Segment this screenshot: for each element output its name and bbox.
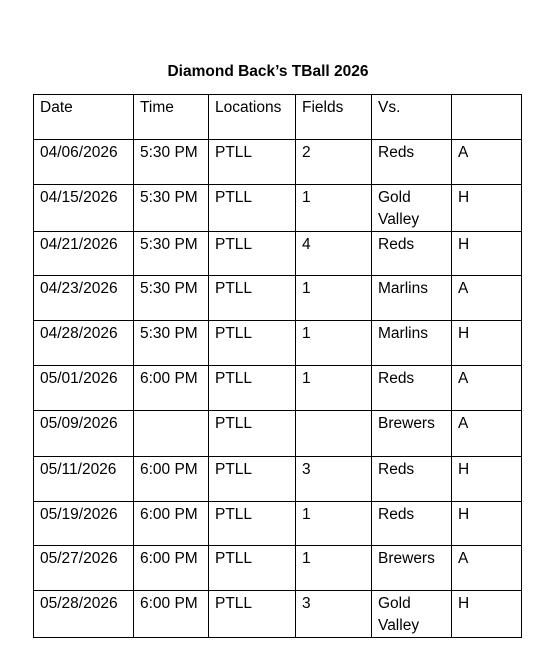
cell-opponent: Marlins [372, 321, 452, 366]
cell-time: 5:30 PM [134, 231, 209, 276]
cell-opponent: Reds [372, 231, 452, 276]
table-row [34, 410, 522, 456]
cell-opponent: Reds [372, 365, 452, 410]
cell-home-away: H [452, 591, 522, 638]
cell-date: 04/21/2026 [34, 231, 134, 276]
table-row [34, 591, 522, 638]
cell-date: 05/11/2026 [34, 456, 134, 501]
cell-location: PTLL [209, 184, 296, 231]
cell-location: PTLL [209, 139, 296, 184]
cell-time: 5:30 PM [134, 321, 209, 366]
cell-field: 1 [296, 546, 372, 591]
cell-time: 6:00 PM [134, 591, 209, 638]
cell-location: PTLL [209, 365, 296, 410]
cell-home-away: A [452, 546, 522, 591]
cell-opponent: Gold Valley [372, 591, 452, 638]
cell-home-away: A [452, 139, 522, 184]
cell-time: 5:30 PM [134, 184, 209, 231]
cell-date: 05/28/2026 [34, 591, 134, 638]
cell-home-away: A [452, 276, 522, 321]
cell-time: 5:30 PM [134, 276, 209, 321]
header-cell-time: Time [134, 95, 209, 140]
cell-time: 6:00 PM [134, 501, 209, 546]
schedule-table-body [34, 95, 522, 638]
cell-field: 3 [296, 591, 372, 638]
cell-date: 04/28/2026 [34, 321, 134, 366]
cell-opponent: Brewers [372, 546, 452, 591]
cell-field: 1 [296, 276, 372, 321]
cell-opponent: Marlins [372, 276, 452, 321]
cell-opponent: Gold Valley [372, 184, 452, 231]
cell-home-away: A [452, 410, 522, 456]
table-row [34, 184, 522, 231]
cell-field: 1 [296, 184, 372, 231]
table-header-row [34, 95, 522, 140]
table-row [34, 365, 522, 410]
cell-home-away: H [452, 501, 522, 546]
cell-opponent: Reds [372, 456, 452, 501]
cell-date: 05/27/2026 [34, 546, 134, 591]
cell-location: PTLL [209, 276, 296, 321]
cell-opponent: Reds [372, 501, 452, 546]
cell-home-away: H [452, 184, 522, 231]
table-row [34, 501, 522, 546]
table-row [34, 546, 522, 591]
cell-home-away: H [452, 321, 522, 366]
cell-field: 1 [296, 321, 372, 366]
cell-time: 5:30 PM [134, 139, 209, 184]
header-cell-date: Date [34, 95, 134, 140]
table-row [34, 139, 522, 184]
cell-time: 6:00 PM [134, 546, 209, 591]
cell-date: 04/06/2026 [34, 139, 134, 184]
cell-field: 2 [296, 139, 372, 184]
cell-date: 04/23/2026 [34, 276, 134, 321]
cell-field [296, 410, 372, 456]
schedule-table [33, 94, 522, 638]
header-cell-home-away [452, 95, 522, 140]
document-title: Diamond Back’s TBall 2026 [167, 63, 369, 80]
cell-opponent: Brewers [372, 410, 452, 456]
cell-location: PTLL [209, 501, 296, 546]
cell-field: 3 [296, 456, 372, 501]
table-row [34, 231, 522, 276]
cell-time [134, 410, 209, 456]
header-cell-fields: Fields [296, 95, 372, 140]
table-row [34, 321, 522, 366]
table-row [34, 276, 522, 321]
cell-time: 6:00 PM [134, 365, 209, 410]
cell-home-away: H [452, 456, 522, 501]
cell-location: PTLL [209, 410, 296, 456]
cell-opponent: Reds [372, 139, 452, 184]
cell-field: 4 [296, 231, 372, 276]
cell-location: PTLL [209, 231, 296, 276]
cell-location: PTLL [209, 591, 296, 638]
cell-location: PTLL [209, 546, 296, 591]
cell-field: 1 [296, 501, 372, 546]
table-row [34, 456, 522, 501]
cell-date: 05/01/2026 [34, 365, 134, 410]
cell-date: 05/09/2026 [34, 410, 134, 456]
header-cell-locations: Locations [209, 95, 296, 140]
cell-location: PTLL [209, 456, 296, 501]
cell-date: 04/15/2026 [34, 184, 134, 231]
cell-time: 6:00 PM [134, 456, 209, 501]
cell-date: 05/19/2026 [34, 501, 134, 546]
cell-home-away: H [452, 231, 522, 276]
cell-home-away: A [452, 365, 522, 410]
cell-location: PTLL [209, 321, 296, 366]
header-cell-vs: Vs. [372, 95, 452, 140]
cell-field: 1 [296, 365, 372, 410]
